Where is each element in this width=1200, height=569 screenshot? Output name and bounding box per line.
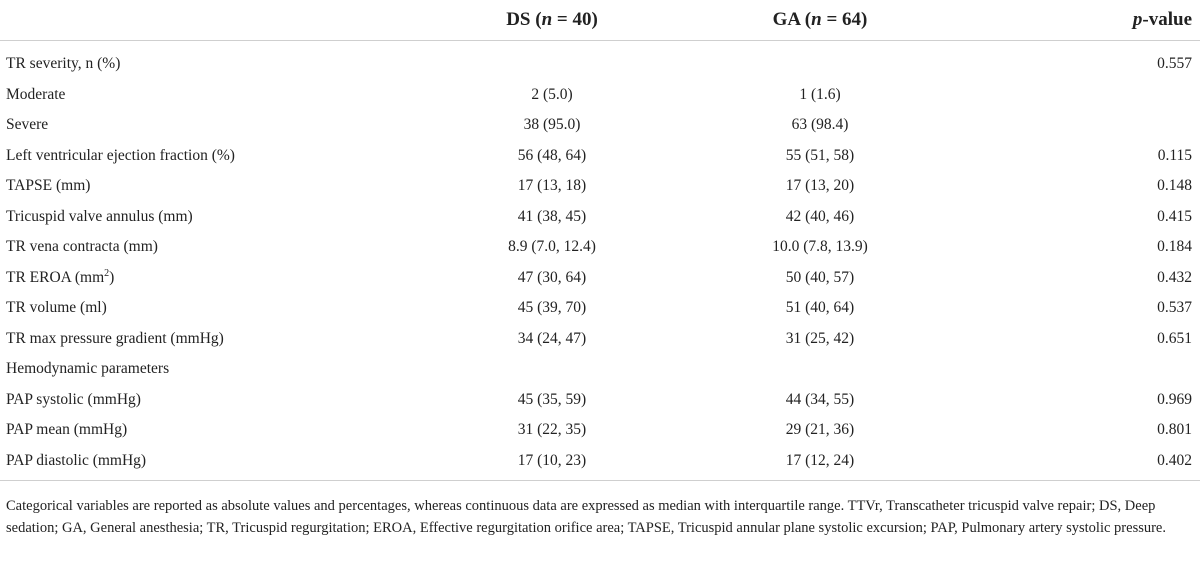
table-row: [0, 385, 1200, 416]
ds-value: 45 (39, 70): [517, 299, 587, 317]
ga-value: [672, 354, 968, 385]
header-empty: [0, 0, 432, 41]
p-value: 0.115: [1157, 146, 1192, 164]
ds-value: 17 (13, 18): [517, 177, 587, 195]
table-section-row: [0, 354, 1200, 385]
row-label: TR severity, n (%): [6, 55, 121, 73]
table-row: [0, 41, 1200, 80]
table-row: [0, 110, 1200, 141]
header-p-suffix: -value: [1142, 9, 1192, 30]
ga-value: 17 (12, 24): [672, 446, 968, 481]
table-row: [0, 263, 1200, 294]
ga-value: 10.0 (7.8, 13.9): [772, 238, 868, 256]
ds-value: [432, 354, 672, 385]
table-row: [0, 415, 1200, 446]
table-row: [0, 232, 1200, 263]
ds-value: 34 (24, 47): [517, 329, 587, 347]
table-row: [0, 446, 1200, 481]
table-row: [0, 80, 1200, 111]
ds-value: 2 (5.0): [531, 85, 573, 103]
row-label: TAPSE (mm): [6, 177, 91, 195]
ds-value: 47 (30, 64): [517, 268, 587, 286]
ga-value: 29 (21, 36): [785, 421, 855, 439]
row-label: PAP diastolic (mmHg): [0, 446, 432, 481]
ga-value: 31 (25, 42): [785, 329, 855, 347]
ds-value: 41 (38, 45): [517, 207, 587, 225]
table-row: [0, 324, 1200, 355]
p-value: [968, 80, 1200, 111]
ga-value: 50 (40, 57): [785, 268, 855, 286]
header-ga-count: = 64): [821, 9, 868, 30]
p-value: 0.184: [1157, 238, 1192, 256]
table-header-row: [0, 0, 1200, 41]
p-value: 0.557: [1157, 55, 1192, 73]
p-value: 0.651: [1157, 329, 1192, 347]
header-ds-label: DS (: [506, 9, 542, 30]
row-label-superscript: 2: [104, 267, 110, 279]
p-value: 0.402: [968, 446, 1200, 481]
row-label: Moderate: [6, 85, 66, 103]
ds-value: [432, 41, 672, 80]
ga-value: 63 (98.4): [791, 116, 849, 134]
table-row: [0, 141, 1200, 172]
row-label: Tricuspid valve annulus (mm): [6, 207, 193, 225]
row-label: TR vena contracta (mm): [6, 238, 158, 256]
row-label: Left ventricular ejection fraction (%): [6, 146, 235, 164]
table-row: [0, 171, 1200, 202]
row-label: PAP mean (mmHg): [6, 421, 128, 439]
ga-value: 42 (40, 46): [785, 207, 855, 225]
row-label: PAP systolic (mmHg): [6, 390, 141, 408]
p-value: 0.969: [1157, 390, 1192, 408]
header-p-symbol: p: [1132, 9, 1143, 30]
ga-value: [672, 41, 968, 80]
header-ds-n: n: [541, 9, 553, 30]
row-label: Hemodynamic parameters: [6, 360, 170, 378]
table-row: [0, 202, 1200, 233]
header-p-value: [968, 0, 1200, 41]
row-label: [0, 263, 432, 294]
p-value: 0.148: [1157, 177, 1192, 195]
p-value: 0.432: [1157, 268, 1192, 286]
header-ds-count: = 40): [552, 9, 598, 30]
ga-value: 55 (51, 58): [785, 146, 855, 164]
ga-value: 44 (34, 55): [785, 390, 855, 408]
table-row: [0, 293, 1200, 324]
p-value: 0.537: [1157, 299, 1192, 317]
header-ga-n: n: [811, 9, 822, 30]
row-label: TR max pressure gradient (mmHg): [6, 329, 224, 347]
p-value: 0.801: [1157, 421, 1192, 439]
header-ga: [672, 0, 968, 41]
p-value: [968, 110, 1200, 141]
ga-value: 1 (1.6): [799, 85, 841, 103]
ds-value: 38 (95.0): [523, 116, 581, 134]
p-value: 0.415: [1157, 207, 1192, 225]
ga-value: 17 (13, 20): [785, 177, 855, 195]
row-label: TR volume (ml): [6, 299, 107, 317]
ga-value: 51 (40, 64): [785, 299, 855, 317]
ds-value: 17 (10, 23): [432, 446, 672, 481]
header-ds: [432, 0, 672, 41]
row-label-text: TR EROA (mm: [6, 268, 105, 286]
header-ga-label: GA (: [772, 9, 812, 30]
ds-value: 56 (48, 64): [517, 146, 587, 164]
row-label: Severe: [6, 116, 49, 134]
p-value: [968, 354, 1200, 385]
ds-value: 31 (22, 35): [517, 421, 587, 439]
ds-value: 8.9 (7.0, 12.4): [508, 238, 596, 256]
row-label-close: ): [109, 268, 115, 286]
table-footnote: Categorical variables are reported as absolute values and percentages, whereas continuous data are expressed as median with interquartile range. TTVr, Transcatheter tricuspid valve repair; DS, Deep sedation; GA, General anesthesia; TR, Tricuspid regurgitation; EROA, Effective regurgitation orifice area; TAPSE, Tricuspid annular plane systolic excursion; PAP, Pulmonary artery systolic pressure.: [6, 498, 1166, 536]
ds-value: 45 (35, 59): [517, 390, 587, 408]
